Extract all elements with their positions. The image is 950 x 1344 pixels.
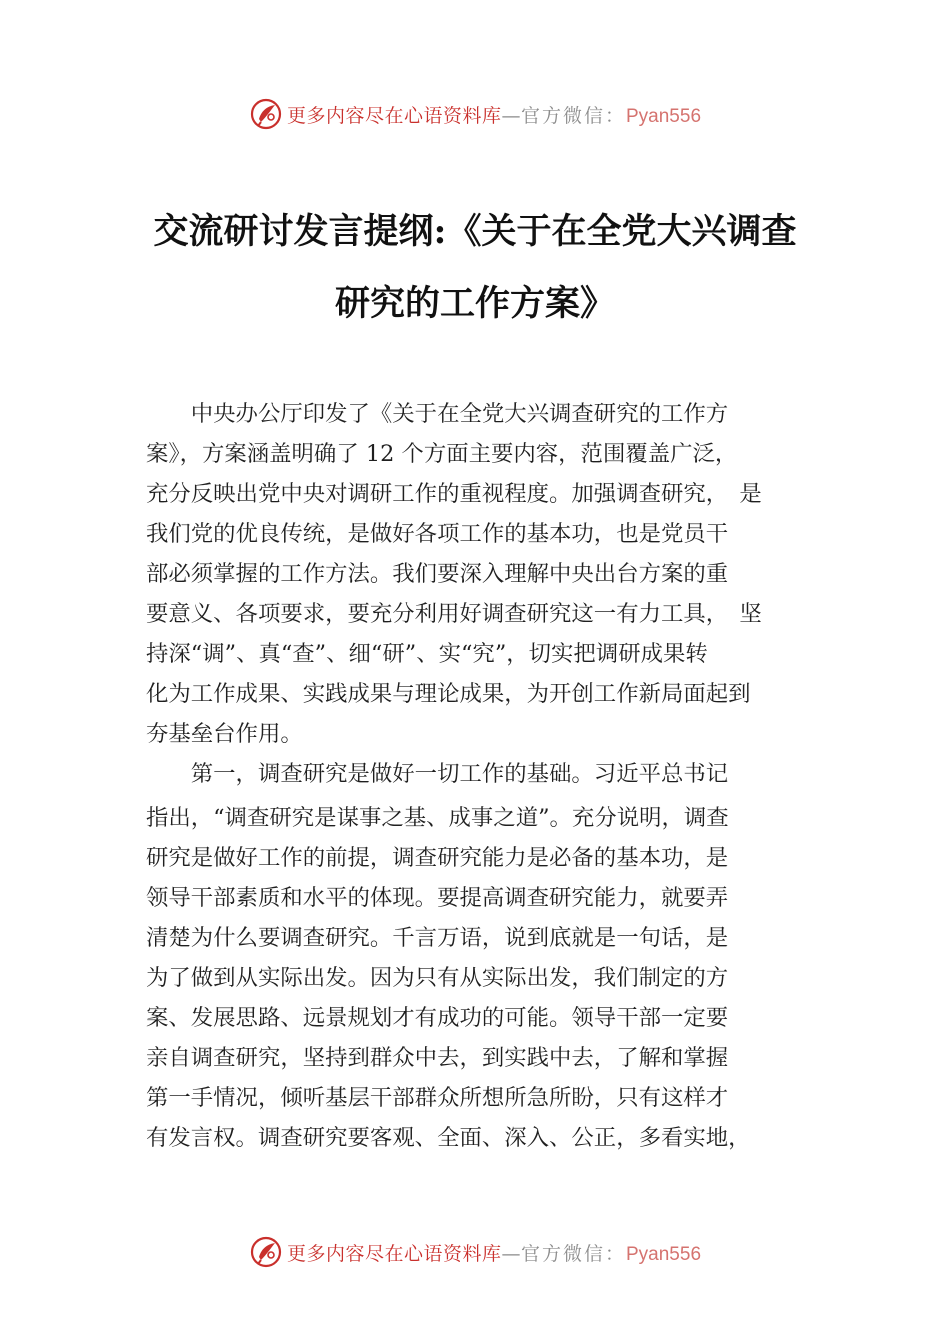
body-line: 为了做到从实际出发。因为只有从实际出发，我们制定的方	[146, 965, 729, 991]
header-banner	[0, 94, 950, 134]
document-title	[120, 196, 830, 340]
body-line: 要意义、各项要求，要充分利用好调查研究这一有力工具， 坚	[146, 601, 762, 627]
footer-separator: —	[501, 1242, 521, 1265]
title-line: 交流研讨发言提纲:《关于在全党大兴调查	[153, 211, 797, 252]
body-line: 研究是做好工作的前提，调查研究能力是必备的基本功，是	[146, 845, 729, 871]
header-wechat-label: 官方微信：	[520, 104, 626, 127]
body-line: 我们党的优良传统，是做好各项工作的基本功，也是党员干	[146, 521, 729, 547]
document-body	[146, 394, 818, 1158]
footer-banner-text	[287, 1239, 701, 1266]
body-line: 有发言权。调查研究要客观、全面、深入、公正，多看实地，	[146, 1125, 751, 1151]
footer-banner	[0, 1232, 950, 1272]
body-line: 案、发展思路、远景规划才有成功的可能。领导干部一定要	[146, 1005, 729, 1031]
body-line: 持深“调”、真“查”、细“研”、实“究”，切实把调研成果转	[146, 641, 708, 667]
body-line: 第一手情况，倾听基层干部群众所想所急所盼，只有这样才	[146, 1085, 729, 1111]
body-line: 领导干部素质和水平的体现。要提高调查研究能力，就要弄	[146, 885, 729, 911]
body-line: 第一，调查研究是做好一切工作的基础。习近平总书记	[146, 761, 729, 787]
logo-icon	[249, 97, 283, 131]
body-line: 化为工作成果、实践成果与理论成果，为开创工作新局面起到	[146, 681, 751, 707]
body-line: 亲自调查研究，坚持到群众中去，到实践中去，了解和掌握	[146, 1045, 729, 1071]
body-line: 中央办公厅印发了《关于在全党大兴调查研究的工作方	[146, 401, 729, 427]
body-line: 充分反映出党中央对调研工作的重视程度。加强调查研究， 是	[146, 481, 762, 507]
body-line: 清楚为什么要调查研究。千言万语，说到底就是一句话，是	[146, 925, 729, 951]
header-separator: —	[501, 104, 521, 127]
title-line: 研究的工作方案》	[334, 283, 615, 324]
body-line: 指出，“调查研究是谋事之基、成事之道”。充分说明，调查	[146, 805, 729, 831]
body-line: 部必须掌握的工作方法。我们要深入理解中央出台方案的重	[146, 561, 729, 587]
header-account: Pyan556	[626, 105, 702, 127]
header-brand: 更多内容尽在心语资料库	[286, 104, 502, 127]
footer-wechat-label: 官方微信：	[520, 1242, 626, 1265]
body-line: 夯基垒台作用。	[146, 721, 303, 747]
logo-icon	[249, 1235, 283, 1269]
footer-account: Pyan556	[626, 1243, 702, 1265]
body-line: 案》，方案涵盖明确了 12 个方面主要内容，范围覆盖广泛，	[146, 441, 738, 467]
footer-brand: 更多内容尽在心语资料库	[286, 1242, 502, 1265]
header-banner-text	[287, 101, 701, 128]
